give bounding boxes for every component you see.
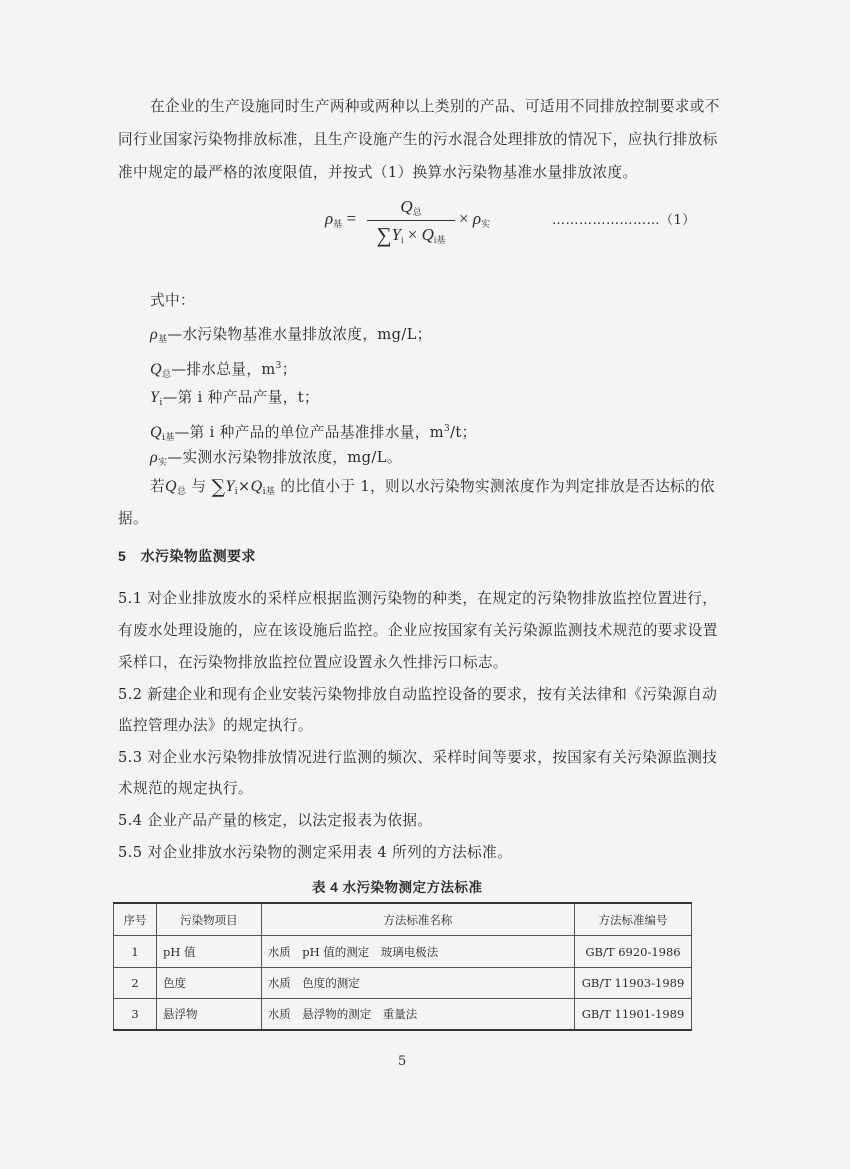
def-rho-measured: [150, 448, 402, 473]
formula-rho2-symbol: ρ: [472, 209, 482, 228]
def-tail: ；: [281, 361, 297, 378]
def-sub: 基: [158, 335, 168, 345]
def-yi: [150, 388, 319, 413]
def-sub: i: [159, 398, 163, 408]
s53-line1: 5.3 对企业水污染物排放情况进行监测的频次、采样时间等要求，按国家有关污染源监测技: [118, 749, 718, 766]
section5-heading: 5 水污染物监测要求: [118, 548, 256, 564]
def-sup: 3: [443, 424, 451, 434]
def-symbol: ρ: [150, 326, 159, 343]
def-symbol: Y: [150, 389, 160, 406]
def-q-total: [150, 356, 297, 385]
formula-rho-symbol: ρ: [325, 209, 334, 228]
def-text: —第 i 种产品的单位产品基准排水量，m: [174, 424, 444, 441]
para2-y-sub: i: [234, 487, 239, 497]
para2-post: 的比值小于 1，则以水污染物实测浓度作为判定排放是否达标的依: [280, 478, 715, 495]
def-text: —第 i 种产品产量，t；: [162, 389, 319, 406]
formula-y-sub: i: [401, 235, 404, 245]
def-tail: /t；: [450, 424, 477, 441]
cell-method-code: GB/T 11903-1989: [574, 968, 691, 999]
para2-times: ×: [238, 478, 251, 495]
formula-equals: =: [346, 209, 357, 228]
s54-line: 5.4 企业产品产量的核定，以法定报表为依据。: [118, 812, 433, 829]
formula-fraction: [367, 196, 455, 247]
para2-qi-sub: i基: [262, 487, 276, 497]
s51-line3: 采样口，在污染物排放监控位置应设置永久性排污口标志。: [118, 654, 508, 671]
def-sub: 实: [158, 458, 168, 468]
formula-numerator: [367, 196, 455, 218]
table4-title: 表 4 水污染物测定方法标准: [312, 880, 483, 895]
cell-method-name: 水质 悬浮物的测定 重量法: [261, 999, 574, 1031]
cell-method-code: GB/T 6920-1986: [574, 936, 691, 968]
formula-y-symbol: Y: [391, 225, 402, 244]
def-rho-base: [150, 325, 432, 350]
formula-times: ×: [407, 225, 418, 244]
formula-fraction-bar: [367, 220, 455, 221]
cell-index: 1: [114, 936, 157, 968]
table4: [113, 902, 692, 1031]
def-sup: 3: [275, 361, 282, 371]
formula-q-symbol: Q: [400, 197, 413, 216]
para2-q: Q: [165, 478, 177, 495]
para2-q-sub: 总: [176, 487, 187, 497]
formula-denominator: [367, 223, 455, 247]
def-sub: 总: [161, 370, 172, 380]
para1-line1: 在企业的生产设施同时生产两种或两种以上类别的产品、可适用不同排放控制要求或不: [150, 98, 720, 115]
def-qi-base: [150, 419, 477, 448]
s53-line2: 术规范的规定执行。: [118, 780, 253, 797]
table-row: [114, 999, 692, 1031]
def-text: —实测水污染物排放浓度，mg/L。: [167, 449, 402, 466]
formula-qi-symbol: Q: [421, 225, 434, 244]
def-symbol: Q: [150, 424, 162, 441]
col-header-pollutant: 污染物项目: [156, 903, 261, 936]
cell-method-name: 水质 色度的测定: [261, 968, 574, 999]
def-sub: i基: [161, 433, 175, 443]
para2-qi: Q: [250, 478, 263, 495]
para2-y: Y: [225, 478, 235, 495]
def-text: —排水总量，m: [171, 361, 276, 378]
table-row: [114, 936, 692, 968]
s51-line2: 有废水处理设施的，应在该设施后监控。企业应按国家有关污染源监测技术规范的要求设置: [118, 622, 718, 639]
table-row: [114, 968, 692, 999]
para1-line3: 准中规定的最严格的浓度限值，并按式（1）换算水污染物基准水量排放浓度。: [118, 164, 638, 181]
def-symbol: Q: [150, 361, 162, 378]
para2-mid: 与: [191, 478, 207, 495]
formula-sigma: ∑: [376, 223, 392, 247]
where-label: 式中：: [150, 292, 195, 309]
cell-method-code: GB/T 11901-1989: [574, 999, 691, 1031]
s51-line1: 5.1 对企业排放废水的采样应根据监测污染物的种类，在规定的污染物排放监控位置进行，: [118, 590, 718, 607]
page-number: 5: [398, 1054, 407, 1069]
table-header-row: [114, 903, 692, 936]
formula-rho2-sub: 实: [481, 219, 491, 229]
para1-line2: 同行业国家污染物排放标准，且生产设施产生的污水混合处理排放的情况下，应执行排放标: [118, 131, 718, 148]
formula-times2: ×: [459, 209, 469, 228]
def-symbol: ρ: [150, 449, 159, 466]
cell-index: 3: [114, 999, 157, 1031]
col-header-method-name: 方法标准名称: [261, 903, 574, 936]
formula-q-sub: 总: [412, 207, 422, 217]
cell-method-name: 水质 pH 值的测定 玻璃电极法: [261, 936, 574, 968]
para2-pre: 若: [150, 478, 165, 495]
s52-line2: 监控管理办法》的规定执行。: [118, 717, 313, 734]
equation-number: ……………………（1）: [552, 213, 696, 228]
conversion-formula: [325, 196, 535, 256]
col-header-method-code: 方法标准编号: [574, 903, 691, 936]
def-text: —水污染物基准水量排放浓度，mg/L；: [167, 326, 432, 343]
para2-line2: 据。: [118, 510, 148, 527]
formula-qi-sub: i基: [433, 235, 446, 245]
para2-sigma: ∑: [211, 476, 226, 498]
s55-line: 5.5 对企业排放水污染物的测定采用表 4 所列的方法标准。: [118, 844, 513, 861]
s52-line1: 5.2 新建企业和现有企业安装污染物排放自动监控设备的要求，按有关法律和《污染源自动: [118, 686, 718, 703]
para2-line1: [150, 477, 715, 502]
cell-index: 2: [114, 968, 157, 999]
formula-rho-sub: 基: [333, 219, 343, 229]
cell-pollutant: pH 值: [156, 936, 261, 968]
cell-pollutant: 色度: [156, 968, 261, 999]
col-header-index: 序号: [114, 903, 157, 936]
cell-pollutant: 悬浮物: [156, 999, 261, 1031]
